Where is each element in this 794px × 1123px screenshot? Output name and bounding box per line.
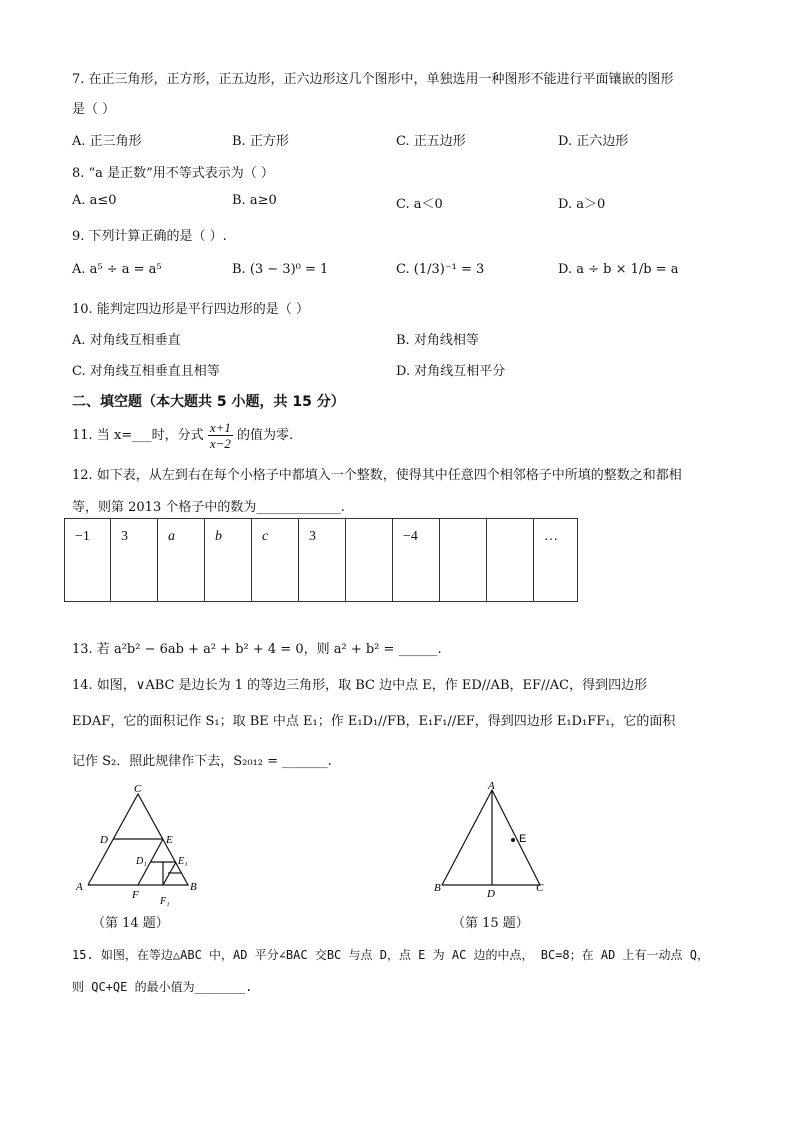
grid-cell: c bbox=[252, 519, 299, 602]
q8-option-b: B. a≥0 bbox=[232, 193, 277, 208]
q10-option-d: D. 对角线互相平分 bbox=[396, 364, 506, 379]
q11-prefix: 11. 当 x=___时，分式 bbox=[72, 428, 204, 443]
q9-option-a: A. a⁵ ÷ a = a⁵ bbox=[72, 262, 162, 277]
grid-cell bbox=[346, 519, 393, 602]
q15-stem-line2: 则 QC+QE 的最小值为_______. bbox=[72, 980, 253, 994]
q8-option-a: A. a≤0 bbox=[72, 193, 117, 208]
fig15-label-d: D bbox=[487, 888, 495, 900]
grid-cell bbox=[487, 519, 534, 602]
q11-denominator: x−2 bbox=[209, 436, 231, 451]
fig15-point-e bbox=[511, 838, 515, 842]
q14-stem-line1: 14. 如图，∨ABC 是边长为 1 的等边三角形，取 BC 边中点 E，作 ED//AB，EF//AC，得到四边形 bbox=[72, 678, 648, 693]
q7-option-d: D. 正六边形 bbox=[558, 134, 629, 149]
q11-numerator: x+1 bbox=[209, 420, 231, 435]
q14-stem-line3: 记作 S₂．照此规律作下去，S₂₀₁₂ = _______. bbox=[72, 754, 332, 769]
q13: 13. 若 a²b² − 6ab + a² + b² + 4 = 0，则 a² + b² = ______. bbox=[72, 642, 442, 657]
q8-option-c: C. a＜0 bbox=[396, 197, 443, 212]
grid-cell: a bbox=[158, 519, 205, 602]
q12-stem-line1: 12. 如下表，从左到右在每个小格子中都填入一个整数，使得其中任意四个相邻格子中所填的整数之和都相 bbox=[72, 468, 682, 483]
q8-stem: 8. “a 是正数”用不等式表示为（ ） bbox=[72, 166, 274, 181]
q9-option-d: D. a ÷ b × 1/b = a bbox=[558, 262, 679, 277]
q8-option-d: D. a＞0 bbox=[558, 197, 606, 212]
q7-option-a: A. 正三角形 bbox=[72, 134, 142, 149]
grid-cell bbox=[440, 519, 487, 602]
grid-cell: b bbox=[205, 519, 252, 602]
fig14-label-f1: F₁ bbox=[160, 896, 170, 907]
q15-stem-line1: 15. 如图，在等边△ABC 中，AD 平分∠BAC 交BC 与点 D，点 E 为 AC 边的中点， BC=8；在 AD 上有一动点 Q， bbox=[72, 948, 709, 962]
q9-option-c: C. (1/3)⁻¹ = 3 bbox=[396, 262, 485, 277]
q14-stem-line2: EDAF，它的面积记作 S₁；取 BE 中点 E₁；作 E₁D₁//FB，E₁F₁//EF，得到四边形 E₁D₁FF₁，它的面积 bbox=[72, 714, 676, 729]
q11-suffix: 的值为零. bbox=[237, 428, 294, 443]
fig14-label-f: F bbox=[132, 889, 139, 901]
q7-option-b: B. 正方形 bbox=[232, 134, 289, 149]
q10-option-a: A. 对角线互相垂直 bbox=[72, 333, 181, 348]
fig15-caption: （第 15 题） bbox=[452, 916, 529, 931]
fig14-label-e1: E₁ bbox=[178, 856, 188, 867]
q7-stem-line2: 是（ ） bbox=[72, 102, 116, 117]
fig14-label-c: C bbox=[134, 783, 142, 795]
q11 bbox=[72, 420, 293, 451]
fig15-label-a: A bbox=[488, 780, 495, 792]
grid-cell: … bbox=[534, 519, 578, 602]
q10-stem: 10. 能判定四边形是平行四边形的是（ ） bbox=[72, 302, 309, 317]
grid-cell: 3 bbox=[111, 519, 158, 602]
q10-option-b: B. 对角线相等 bbox=[396, 333, 479, 348]
fig14-label-d1: D₁ bbox=[136, 856, 147, 867]
q10-option-c: C. 对角线互相垂直且相等 bbox=[72, 364, 220, 379]
q12-stem-line2: 等，则第 2013 个格子中的数为_____________. bbox=[72, 500, 345, 515]
q12-number-grid bbox=[64, 518, 578, 602]
q11-fraction bbox=[208, 420, 233, 451]
fig15-label-c: C bbox=[536, 882, 544, 894]
figure-15 bbox=[430, 778, 560, 903]
grid-cell: 3 bbox=[299, 519, 346, 602]
q9-option-b: B. (3 − 3)⁰ = 1 bbox=[232, 262, 329, 277]
q7-option-c: C. 正五边形 bbox=[396, 134, 466, 149]
q7-stem-line1: 7. 在正三角形，正方形，正五边形，正六边形这几个图形中，单独选用一种图形不能进行平面镶嵌的图形 bbox=[72, 72, 674, 87]
fig14-caption: （第 14 题） bbox=[92, 916, 169, 931]
fig15-label-b: B bbox=[434, 882, 441, 894]
section-heading: 二、填空题（本大题共 5 小题，共 15 分） bbox=[72, 394, 345, 410]
grid-cell: −4 bbox=[393, 519, 440, 602]
fig14-label-e: E bbox=[166, 834, 173, 846]
fig14-label-b: B bbox=[190, 881, 197, 893]
fig14-label-a: A bbox=[76, 881, 83, 893]
fig14-label-d: D bbox=[100, 834, 108, 846]
fig15-label-e: E bbox=[519, 833, 527, 845]
q9-stem: 9. 下列计算正确的是（ ）. bbox=[72, 229, 227, 244]
grid-cell: −1 bbox=[65, 519, 111, 602]
figure-14 bbox=[70, 780, 220, 910]
